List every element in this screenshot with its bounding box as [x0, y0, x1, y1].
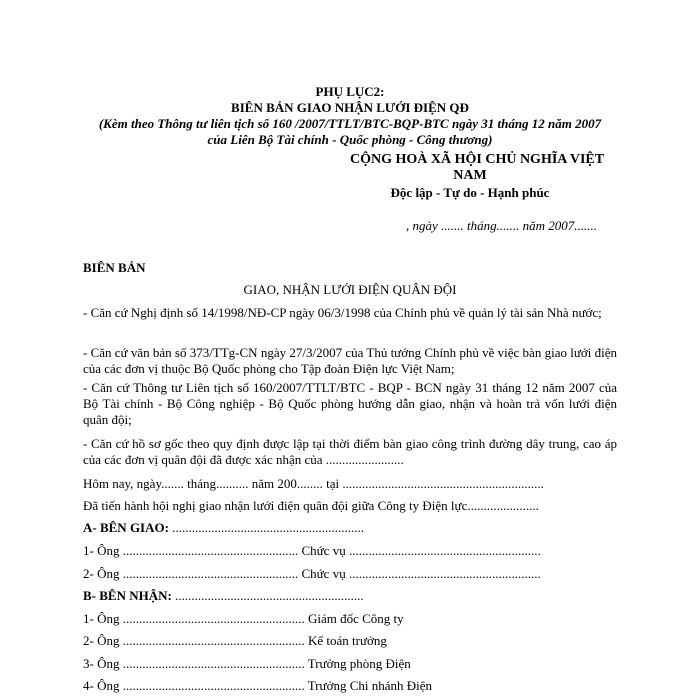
document-subtitle: GIAO, NHẬN LƯỚI ĐIỆN QUÂN ĐỘI [243, 282, 457, 297]
legal-basis-paragraph-4: - Căn cứ hồ sơ gốc theo quy định được lập tại thời điểm bàn giao công trình đường dây trung, cao áp của các đơn vị quân đội đã được xác nhận của ........................ [83, 436, 617, 467]
party-a-row-left: 2- Ông ...................................................... Chức vụ [83, 566, 346, 581]
party-a-heading-dots: ........................................................... [168, 520, 364, 535]
header-note-line-1: (Kèm theo Thông tư liên tịch số 160 /2007/TTLT/BTC-BQP-BTC ngày 31 tháng 12 năm 2007 [98, 116, 602, 131]
header-note-line-2: của Liên Bộ Tài chính - Quốc phòng - Công thương) [207, 132, 493, 147]
legal-basis-paragraph-1: - Căn cứ Nghị định số 14/1998/NĐ-CP ngày 06/3/1998 của Chính phủ về quản lý tài sản Nhà nước; [83, 305, 602, 320]
party-a-row-right: ........................................................... [345, 543, 541, 558]
party-b-heading-row [83, 588, 364, 604]
party-b-heading: B- BÊN NHẬN: [83, 588, 172, 603]
meeting-held-line: Đã tiến hành hội nghị giao nhận lưới điện quân đội giữa Công ty Điện lực...................... [83, 498, 539, 513]
national-title-line-1: CỘNG HOÀ XÃ HỘI CHỦ NGHĨA VIỆT [350, 152, 605, 167]
party-b-row: 1- Ông ........................................................ Giám đốc Công ty [83, 611, 404, 626]
date-line: , ngày ....... tháng....... năm 2007....... [406, 218, 598, 233]
document-label: BIÊN BẢN [83, 260, 146, 275]
party-a-row [83, 566, 541, 582]
legal-basis-paragraph-3: - Căn cứ Thông tư Liên tịch số 160/2007/TTLT/BTC - BQP - BCN ngày 31 tháng 12 năm 2007 của Bộ Tài chính - Bộ Công nghiệp - Bộ Quốc phòng hướng dẫn giao, nhận và hoàn trả vốn lưới điện quân đội; [83, 380, 617, 427]
party-a-row [83, 543, 541, 559]
document-header-title: BIÊN BẢN GIAO NHẬN LƯỚI ĐIỆN QĐ [231, 100, 469, 115]
national-motto: Độc lập - Tự do - Hạnh phúc [390, 185, 550, 200]
party-b-row: 3- Ông ........................................................ Trưởng phòng Điện [83, 656, 411, 671]
legal-basis-paragraph-2: - Căn cứ văn bản số 373/TTg-CN ngày 27/3/2007 của Thủ tướng Chính phủ về việc bàn giao lưới điện của các đơn vị thuộc Bộ Quốc phòng cho Tập đoàn Điện lực Việt Nam; [83, 345, 617, 376]
party-b-row: 4- Ông ........................................................ Trưởng Chi nhánh Điện [83, 678, 433, 693]
party-a-heading: A- BÊN GIAO: [83, 520, 169, 535]
party-a-row-right: ........................................................... [345, 566, 541, 581]
party-b-heading-dots: .......................................................... [171, 588, 364, 603]
appendix-label: PHỤ LỤC2: [315, 84, 385, 99]
party-a-row-left: 1- Ông ...................................................... Chức vụ [83, 543, 346, 558]
national-title-line-2: NAM [453, 168, 487, 183]
meeting-date-line: Hôm nay, ngày....... tháng.......... năm 200........ tại .............................................................. [83, 476, 544, 491]
party-b-row: 2- Ông ........................................................ Kế toán trưởng [83, 633, 387, 648]
party-a-heading-row [83, 520, 364, 536]
